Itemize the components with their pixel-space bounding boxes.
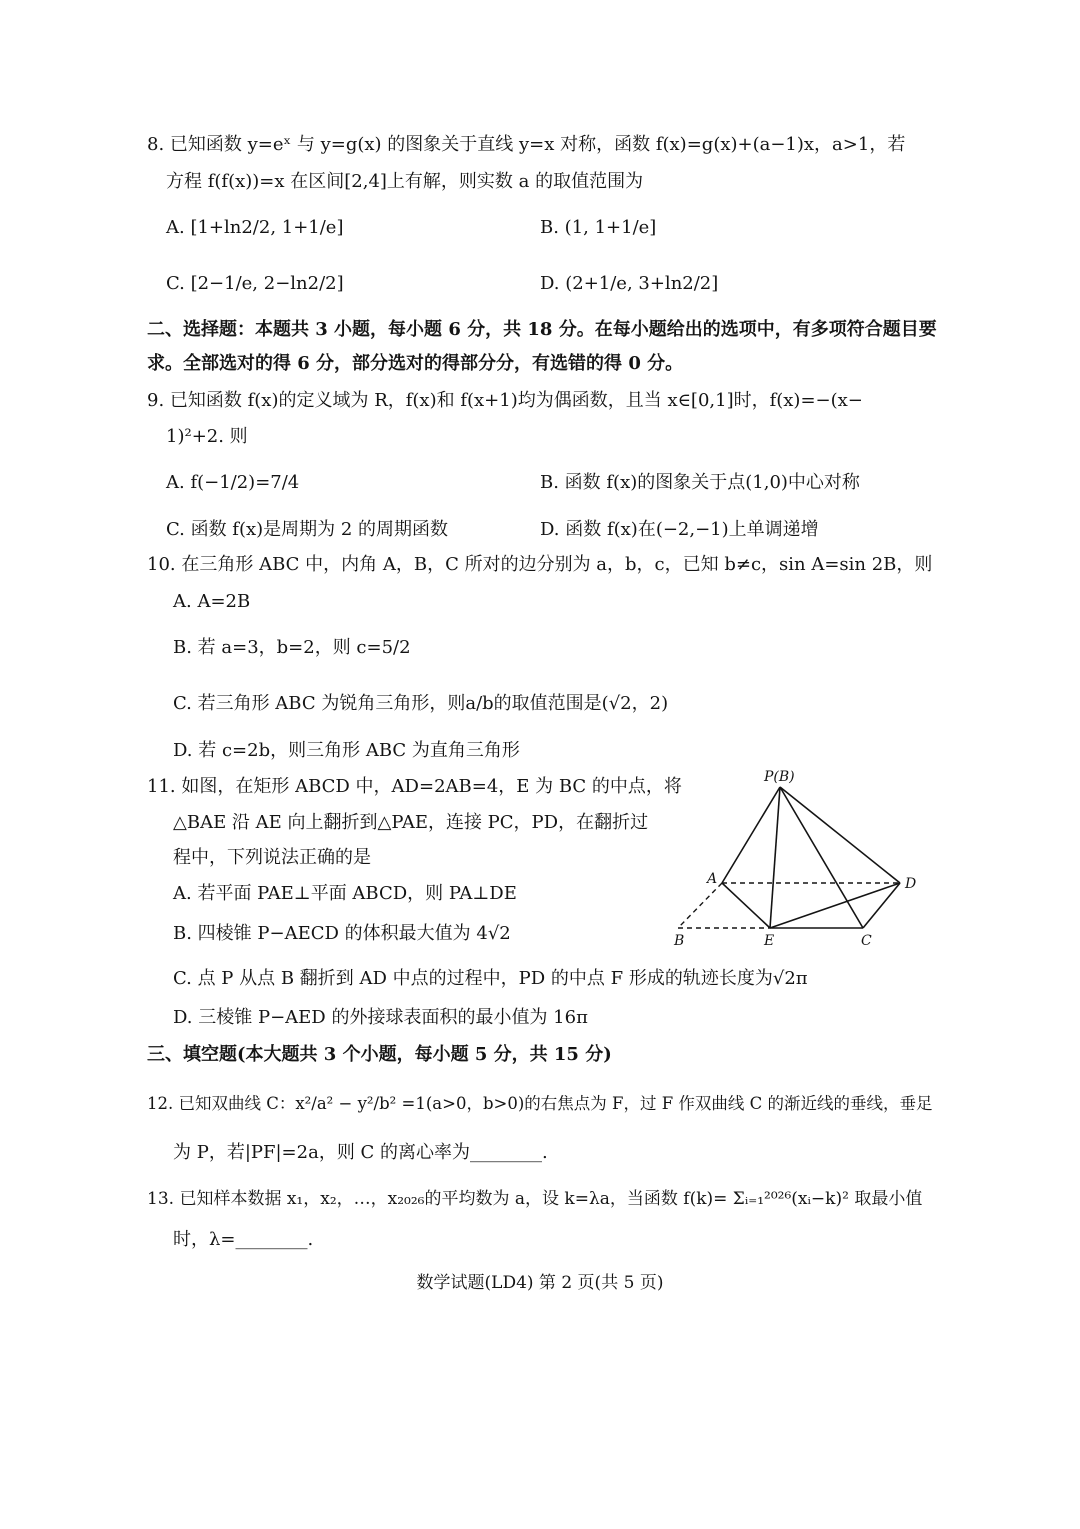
section3-title: 三、填空题(本大题共 3 个小题，每小题 5 分，共 15 分) [147,1044,612,1065]
label-C: C [861,933,872,949]
q13-line1: 13. 已知样本数据 x₁，x₂，…，x₂₀₂₆的平均数为 a，设 k=λa，当函数 f(k)= Σᵢ₌₁²⁰²⁶(xᵢ−k)² 取最小值 [147,1189,923,1209]
label-D: D [905,876,917,892]
q9-line2: 1)²+2. 则 [166,426,248,447]
q9-option-d: D. 函数 f(x)在(−2,−1)上单调递增 [540,519,819,540]
q10-option-c: C. 若三角形 ABC 为锐角三角形，则a/b的取值范围是(√2，2) [173,693,669,714]
section2-line2: 求。全部选对的得 6 分，部分选对的得部分分，有选错的得 0 分。 [147,353,684,374]
edge-PA [722,787,780,883]
q10-option-d: D. 若 c=2b，则三角形 ABC 为直角三角形 [173,740,520,761]
page-footer: 数学试题(LD4) 第 2 页(共 5 页) [416,1273,664,1293]
pyramid-figure [660,765,930,955]
label-B: B [674,933,685,949]
edge-AE [722,883,770,928]
q11-line3: 程中，下列说法正确的是 [173,847,371,868]
edge-PE [770,787,780,928]
q8-line1: 8. 已知函数 y=eˣ 与 y=g(x) 的图象关于直线 y=x 对称，函数 f(x)=g(x)+(a−1)x，a>1，若 [147,134,906,155]
q12-line1: 12. 已知双曲线 C：x²/a² − y²/b² =1(a>0，b>0)的右焦点为 F，过 F 作双曲线 C 的渐近线的垂线，垂足 [147,1094,933,1113]
q11-line1: 11. 如图，在矩形 ABCD 中，AD=2AB=4，E 为 BC 的中点，将 [147,776,682,797]
edge-PC [780,787,863,928]
edge-PD [780,787,900,883]
label-A: A [707,871,718,887]
section2-line1: 二、选择题：本题共 3 小题，每小题 6 分，共 18 分。在每小题给出的选项中，有多项符合题目要 [147,319,937,340]
q13-line2: 时，λ=________. [173,1229,314,1250]
q9-option-a: A. f(−1/2)=7/4 [166,472,300,493]
q10-option-b: B. 若 a=3，b=2，则 c=5/2 [173,637,411,658]
q8-option-d: D. (2+1/e, 3+ln2/2] [540,273,719,294]
label-E: E [764,933,775,949]
q11-option-a: A. 若平面 PAE⊥平面 ABCD，则 PA⊥DE [173,883,517,904]
q11-option-b: B. 四棱锥 P−AECD 的体积最大值为 4√2 [173,923,511,944]
q12-line2: 为 P，若|PF|=2a，则 C 的离心率为________. [173,1142,548,1163]
q8-option-b: B. (1, 1+1/e] [540,217,657,238]
edge-AB-dashed [678,883,722,928]
q9-line1: 9. 已知函数 f(x)的定义域为 R，f(x)和 f(x+1)均为偶函数，且当 x∈[0,1]时，f(x)=−(x− [147,390,863,411]
q9-option-c: C. 函数 f(x)是周期为 2 的周期函数 [166,519,449,540]
q8-option-c: C. [2−1/e, 2−ln2/2] [166,273,344,294]
q11-option-c: C. 点 P 从点 B 翻折到 AD 中点的过程中，PD 的中点 F 形成的轨迹长度为√2π [173,968,808,989]
label-P: P(B) [764,769,795,785]
q8-option-a: A. [1+ln2/2, 1+1/e] [166,217,344,238]
q8-line2: 方程 f(f(x))=x 在区间[2,4]上有解，则实数 a 的取值范围为 [166,171,644,192]
q11-option-d: D. 三棱锥 P−AED 的外接球表面积的最小值为 16π [173,1007,588,1028]
q10-option-a: A. A=2B [173,591,251,612]
q9-option-b: B. 函数 f(x)的图象关于点(1,0)中心对称 [540,472,860,493]
q10-line1: 10. 在三角形 ABC 中，内角 A，B，C 所对的边分别为 a，b，c，已知 b≠c，sin A=sin 2B，则 [147,554,933,575]
q11-line2: △BAE 沿 AE 向上翻折到△PAE，连接 PC，PD，在翻折过 [173,812,649,833]
